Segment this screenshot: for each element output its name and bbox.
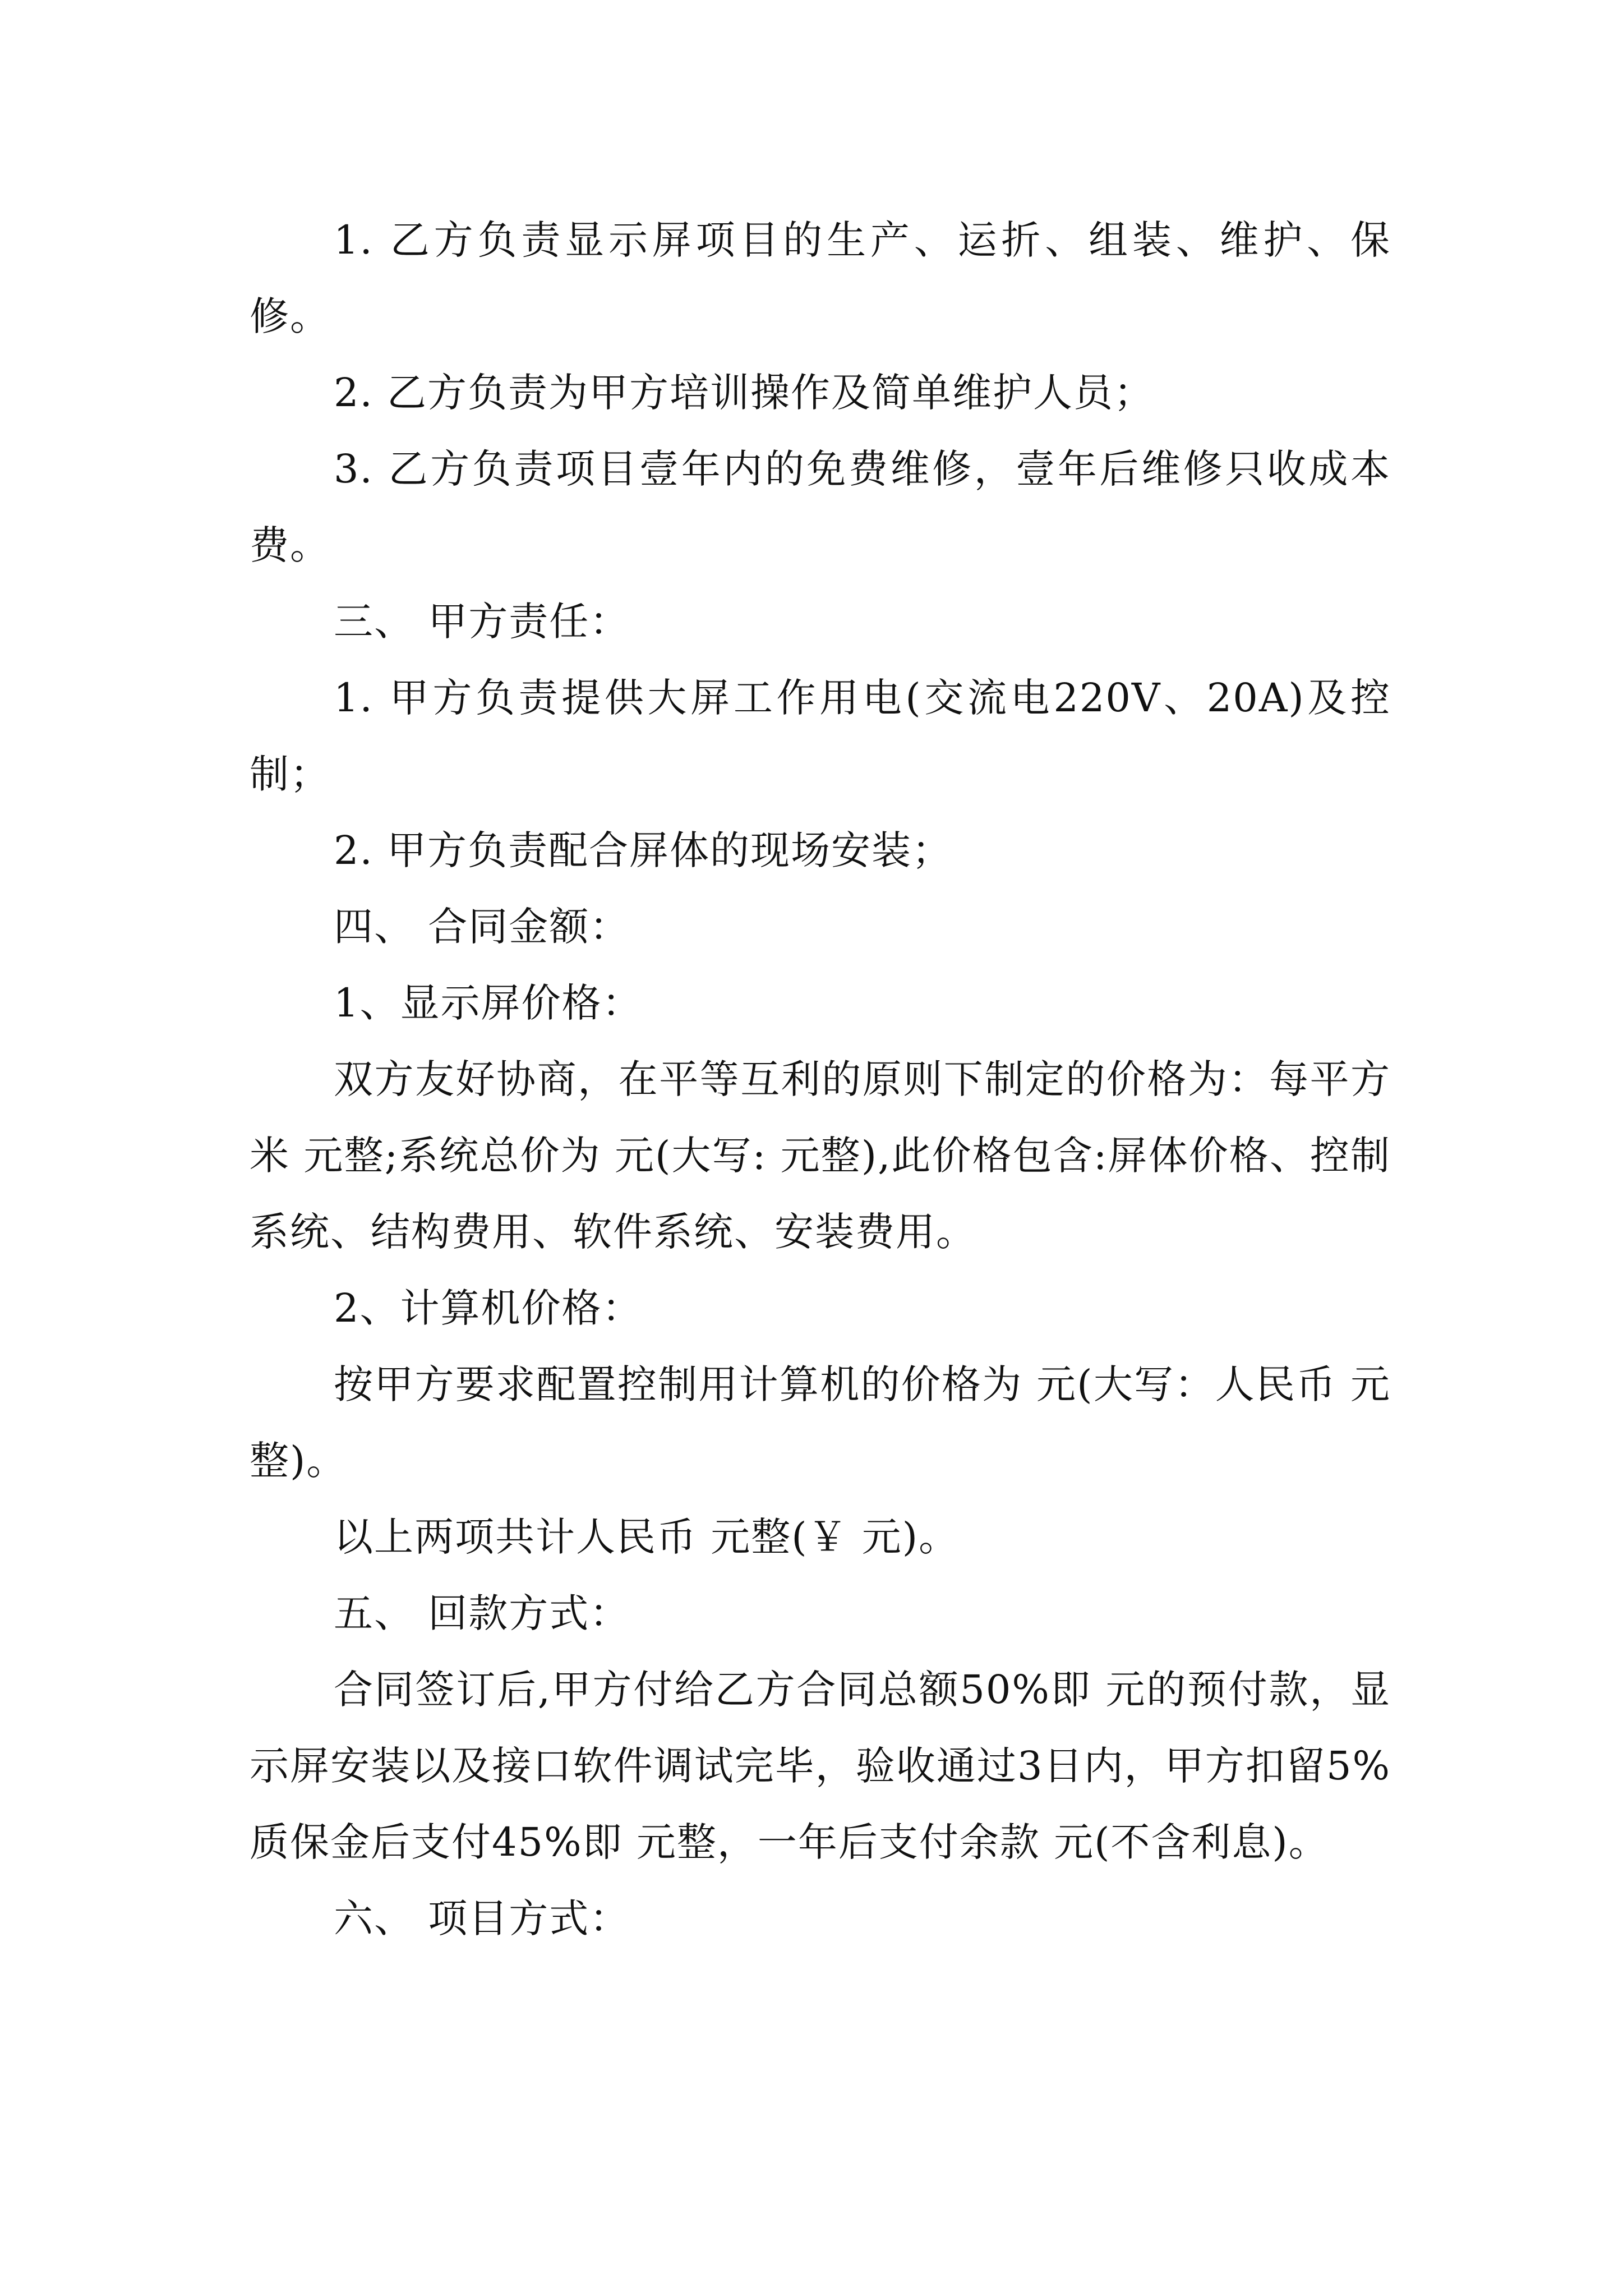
section-heading-payment: 五、 回款方式： [334, 1590, 630, 1636]
clause-1-power-supply: 1. 甲方负责提供大屏工作用电(交流电220V、20A)及控制； [250, 675, 1391, 797]
clause-1-production: 1. 乙方负责显示屏项目的生产、运折、组装、维护、保修。 [250, 217, 1391, 339]
section-heading-project-method: 六、 项目方式： [334, 1895, 630, 1941]
payment-terms-text: 合同签订后,甲方付给乙方合同总额50%即 元的预付款，显示屏安装以及接口软件调试完毕，验收通过3日内，甲方扣留5%质保金后支付45%即 元整，一年后支付余款 元(不含利息)。 [250, 1667, 1391, 1865]
subheading-display-price: 1、显示屏价格： [334, 980, 643, 1026]
display-price-text: 双方友好协商，在平等互利的原则下制定的价格为：每平方米 元整;系统总价为 元(大写: 元整),此价格包含:屏体价格、控制系统、结构费用、软件系统、安装费用。 [250, 1056, 1391, 1255]
clause-2-installation: 2. 甲方负责配合屏体的现场安装； [334, 827, 953, 873]
clause-2-training: 2. 乙方负责为甲方培训操作及简单维护人员； [334, 370, 1155, 416]
computer-price-text: 按甲方要求配置控制用计算机的价格为 元(大写：人民币 元整)。 [250, 1361, 1391, 1484]
document-body [250, 202, 1391, 1957]
total-amount-text: 以上两项共计人民币 元整(￥ 元)。 [334, 1514, 960, 1560]
section-heading-party-a-duties: 三、 甲方责任： [334, 599, 630, 645]
section-heading-contract-amount: 四、 合同金额： [334, 904, 630, 950]
clause-3-warranty: 3. 乙方负责项目壹年内的免费维修，壹年后维修只收成本费。 [250, 446, 1391, 568]
subheading-computer-price: 2、计算机价格： [334, 1285, 643, 1331]
